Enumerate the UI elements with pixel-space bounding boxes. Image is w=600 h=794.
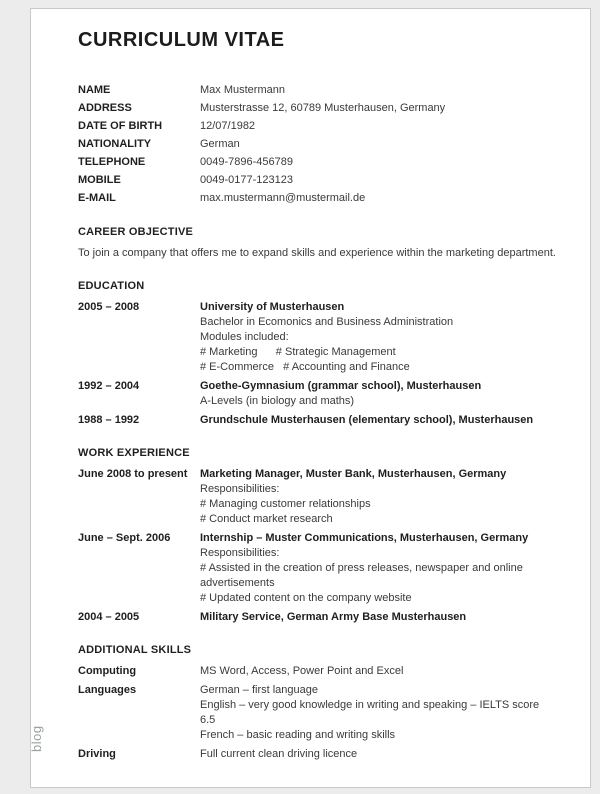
personal-details-section [78,81,556,207]
entry-line: # Conduct market research [200,513,333,525]
entry-period: 1988 – 1992 [78,414,140,426]
skill-row [78,747,556,762]
personal-row [78,189,556,207]
section-heading: ADDITIONAL SKILLS [78,644,192,656]
personal-row [78,117,556,135]
entry-body [200,467,556,527]
section-heading: EDUCATION [78,280,145,292]
entry-period: June – Sept. 2006 [78,532,171,544]
work-entry [78,531,556,606]
work-entry [78,610,556,625]
entry-line: Responsibilities: [200,547,280,559]
additional-skills-section [78,643,556,762]
skill-line: German – first language [200,684,319,696]
entry-line: Responsibilities: [200,483,280,495]
education-section [78,279,556,428]
personal-label: DATE OF BIRTH [78,120,163,132]
entry-line: A-Levels (in biology and maths) [200,395,355,407]
cv-page [30,8,591,788]
entry-line: # Managing customer relationships [200,498,371,510]
education-entry [78,413,556,428]
skill-label: Computing [78,665,137,677]
entry-line: # Marketing # Strategic Management [200,346,396,358]
entry-title: Goethe-Gymnasium (grammar school), Musterhausen [200,380,482,392]
personal-label: TELEPHONE [78,156,146,168]
entry-line: Bachelor in Ecomonics and Business Administration [200,316,454,328]
personal-value: 12/07/1982 [200,120,256,132]
entry-body [200,413,556,428]
entry-body [200,300,556,375]
personal-value: max.mustermann@mustermail.de [200,192,366,204]
entry-body [200,610,556,625]
personal-label: MOBILE [78,174,121,186]
skill-label: Driving [78,748,116,760]
skill-row [78,683,556,743]
personal-value: Max Mustermann [200,84,285,96]
personal-label: NATIONALITY [78,138,152,150]
personal-value: German [200,138,240,150]
education-entry [78,300,556,375]
entry-line: Modules included: [200,331,289,343]
skill-row [78,664,556,679]
work-experience-section [78,446,556,625]
skill-line: French – basic reading and writing skills [200,729,396,741]
personal-row [78,153,556,171]
entry-line: # Updated content on the company website [200,592,412,604]
skill-line: Full current clean driving licence [200,748,358,760]
entry-period: 2004 – 2005 [78,611,140,623]
personal-row [78,171,556,189]
personal-value: Musterstrasse 12, 60789 Musterhausen, Germany [200,102,446,114]
personal-label: NAME [78,84,111,96]
entry-body [200,531,556,606]
entry-title: University of Musterhausen [200,301,345,313]
entry-title: Marketing Manager, Muster Bank, Musterhausen, Germany [200,468,507,480]
entry-line: # Assisted in the creation of press releases, newspaper and online advertisements [200,562,526,589]
education-entry [78,379,556,409]
work-entry [78,467,556,527]
blog-watermark: blog [29,725,44,752]
skill-line: English – very good knowledge in writing and speaking – IELTS score 6.5 [200,699,543,726]
skill-body [200,747,556,762]
career-objective-section [78,225,556,261]
personal-row [78,99,556,117]
entry-title: Internship – Muster Communications, Musterhausen, Germany [200,532,529,544]
career-objective-text: To join a company that offers me to expand skills and experience within the marketing department. [78,247,556,259]
personal-value: 0049-7896-456789 [200,156,293,168]
personal-row [78,81,556,99]
page-title: CURRICULUM VITAE [78,29,285,51]
personal-value: 0049-0177-123123 [200,174,293,186]
skill-line: MS Word, Access, Power Point and Excel [200,665,404,677]
entry-period: 1992 – 2004 [78,380,140,392]
personal-label: ADDRESS [78,102,132,114]
section-heading: WORK EXPERIENCE [78,447,190,459]
entry-period: 2005 – 2008 [78,301,140,313]
personal-label: E-MAIL [78,192,116,204]
entry-line: # E-Commerce # Accounting and Finance [200,361,410,373]
entry-body [200,379,556,409]
personal-row [78,135,556,153]
skill-body [200,664,556,679]
entry-title: Military Service, German Army Base Musterhausen [200,611,467,623]
entry-period: June 2008 to present [78,468,188,480]
skill-label: Languages [78,684,137,696]
skill-body [200,683,556,743]
section-heading: CAREER OBJECTIVE [78,226,194,238]
entry-title: Grundschule Musterhausen (elementary school), Musterhausen [200,414,534,426]
cv-content [31,9,590,762]
